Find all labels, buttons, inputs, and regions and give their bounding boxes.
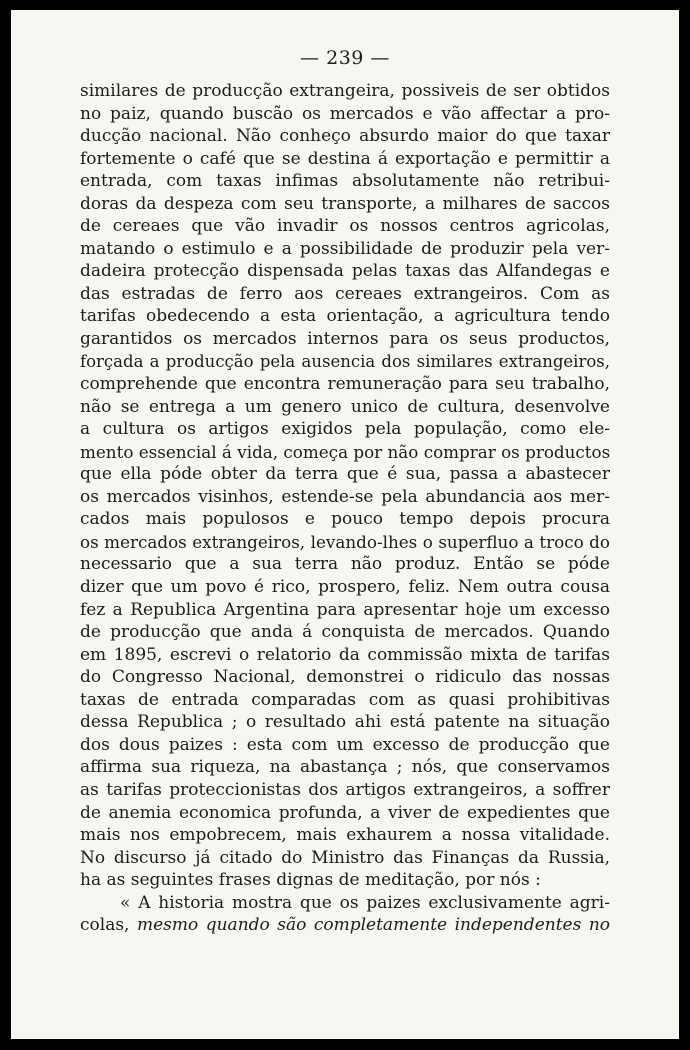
text-line: as tarifas proteccionistas dos artigos extrangeiros, a soffrer — [80, 779, 610, 800]
text-line: mento essencial á vida, começa por não comprar os productos — [80, 441, 610, 462]
text-line-italic: mesmo quando são completamente independentes no — [136, 915, 610, 936]
text-line: No discurso já citado do Ministro das Finanças da Russia, — [80, 847, 610, 868]
text-line: dadeira protecção dispensada pelas taxas das Alfandegas e — [80, 261, 610, 282]
text-line: matando o estimulo e a possibilidade de produzir pela ver- — [80, 238, 610, 259]
text-line: mais nos empobrecem, mais exhaurem a nossa vitalidade. — [80, 825, 610, 846]
text-line: de cereaes que vão invadir os nossos centros agricolas, — [80, 216, 610, 237]
text-line: dessa Republica ; o resultado ahi está patente na situação — [80, 712, 610, 733]
text-line: das estradas de ferro aos cereaes extrangeiros. Com as — [80, 283, 610, 304]
text-line: necessario que a sua terra não produz. Então se póde — [80, 554, 610, 575]
text-line: ha as seguintes frases dignas de meditação, por nós : — [80, 870, 541, 891]
page-number: — 239 — — [300, 47, 390, 69]
text-line: ducção nacional. Não conheço absurdo maior do que taxar — [80, 126, 610, 147]
text-line: de producção que anda á conquista de mercados. Quando — [80, 622, 610, 643]
text-line: comprehende que encontra remuneração para seu trabalho, — [80, 374, 610, 395]
text-line: similares de producção extrangeira, possiveis de ser obtidos — [80, 81, 610, 101]
text-line: a cultura os artigos exigidos pela população, como ele- — [80, 419, 610, 440]
text-line: cados mais populosos e pouco tempo depois procura — [80, 509, 610, 530]
text-line — [80, 914, 610, 937]
text-line: « A historia mostra que os paizes exclusivamente agri- — [120, 892, 610, 913]
text-line: tarifas obedecendo a esta orientação, a agricultura tendo — [80, 306, 610, 327]
text-line: no paiz, quando buscão os mercados e vão affectar a pro- — [80, 103, 610, 124]
text-line: em 1895, escrevi o relatorio da commissão mixta de tarifas — [80, 644, 610, 665]
text-line: de anemia economica profunda, a viver de expedientes que — [80, 802, 610, 823]
text-line: fortemente o café que se destina á exportação e permittir a — [80, 148, 610, 169]
text-line: doras da despeza com seu transporte, a milhares de saccos — [80, 193, 610, 214]
text-line: garantidos os mercados internos para os seus productos, — [80, 329, 610, 350]
text-line: taxas de entrada comparadas com as quasi prohibitivas — [80, 689, 610, 710]
text-line: que ella póde obter da terra que é sua, passa a abastecer — [80, 464, 610, 485]
book-page — [11, 10, 679, 1039]
text-line: dos dous paizes : esta com um excesso de producção que — [80, 734, 610, 755]
text-line: dizer que um povo é rico, prospero, feliz. Nem outra cousa — [80, 577, 610, 598]
text-line: forçada a producção pela ausencia dos similares extrangeiros, — [80, 351, 610, 371]
body-text — [80, 80, 610, 937]
text-line-roman: colas, — [80, 915, 130, 936]
text-line: não se entrega a um genero unico de cultura, desenvolve — [80, 396, 610, 417]
text-line: affirma sua riqueza, na abastança ; nós, que conservamos — [80, 757, 610, 778]
text-line: entrada, com taxas infimas absolutamente não retribui- — [80, 171, 610, 192]
text-line: do Congresso Nacional, demonstrei o ridiculo das nossas — [80, 667, 610, 688]
text-line: os mercados visinhos, estende-se pela abundancia aos mer- — [80, 486, 610, 507]
text-line: fez a Republica Argentina para apresentar hoje um excesso — [80, 599, 610, 620]
text-line: os mercados extrangeiros, levando-lhes o superfluo a troco do — [80, 531, 610, 552]
